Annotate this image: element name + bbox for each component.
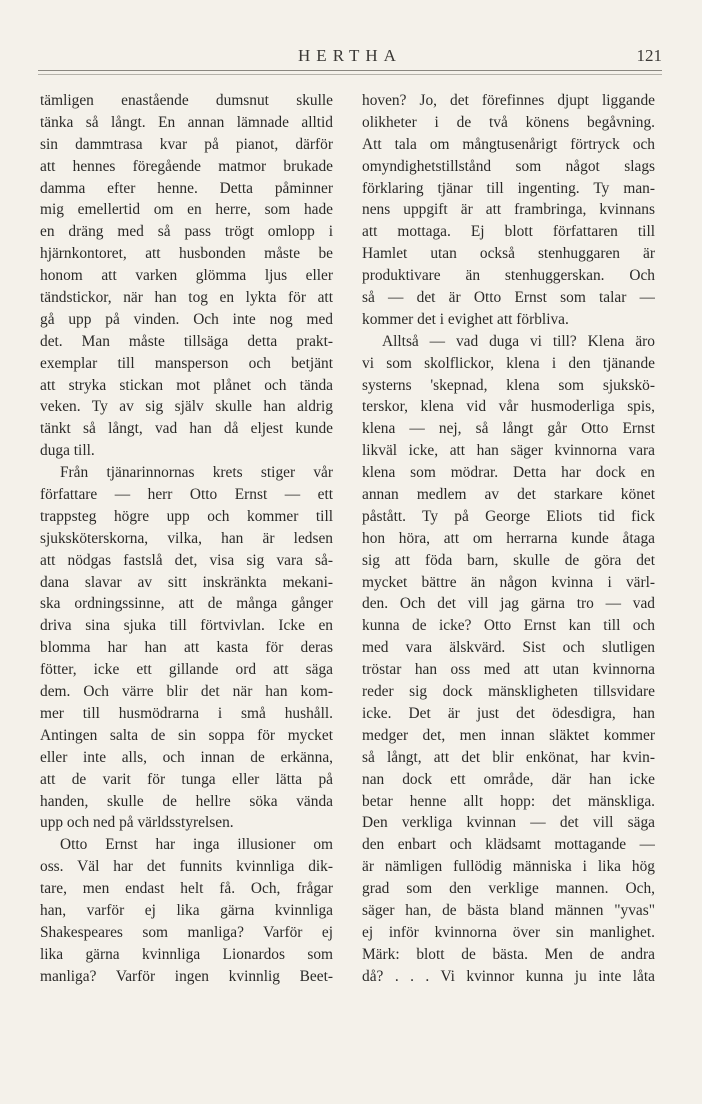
text-line: fötter, icke ett gillande ord att säga	[40, 661, 333, 679]
text-line: nan dock ett område, där han icke	[362, 770, 655, 788]
text-line: författare — herr Otto Ernst — ett	[40, 486, 333, 504]
text-line: en dräng med så pass trögt omlopp i	[40, 223, 333, 241]
text-line: påstått. Ty på George Eliots tid fick	[362, 507, 655, 525]
text-line: Shakespeares som manliga? Varför ej	[40, 923, 333, 941]
text-line: mycket bättre än någon kvinna i värl-	[362, 573, 655, 591]
text-line: produktivare än stenhuggerskan. Och	[362, 267, 655, 285]
text-line: att stryka stickan mot plånet och tända	[40, 376, 333, 394]
text-line: han, varför ej lika gärna kvinnliga	[40, 901, 333, 919]
text-line: förklaring tjänar till ingenting. Ty man-	[362, 179, 655, 197]
text-line: då? . . . Vi kvinnor kunna ju inte låta	[362, 967, 655, 985]
page-number: 121	[636, 46, 662, 65]
text-line: hon höra, att om herrarna kunde åtaga	[362, 529, 655, 547]
text-line: tämligen enastående dumsnut skulle	[40, 92, 333, 109]
text-line: dem. Och värre blir det när han kom-	[40, 683, 333, 701]
text-line: medger det, men innan släktet kommer	[362, 726, 655, 744]
text-line: dana slavar av sitt inskränkta mekani-	[40, 573, 333, 591]
text-line: tänkt så långt, vad han då eljest kunde	[40, 420, 333, 438]
text-line: Hamlet utan också stenhuggaren är	[362, 245, 655, 263]
text-line: så — det är Otto Ernst som talar —	[362, 289, 655, 307]
text-line: driva sina sjuka till förtvivlan. Icke en	[40, 617, 333, 635]
text-line: klena — nej, så långt går Otto Ernst	[362, 420, 655, 438]
header-rule	[38, 70, 662, 71]
text-line: ej inför kvinnorna över sin manlighet.	[362, 923, 655, 941]
text-line: säger han, de bästa bland männen "yvas"	[362, 901, 655, 919]
text-line: mig emellertid om en herre, som hade	[40, 201, 333, 219]
text-line: är nämligen fullödig människa i lika hög	[362, 858, 655, 876]
text-line: grad som den verklige mannen. Och,	[362, 880, 655, 898]
text-line: manliga? Varför ingen kvinnlig Beet-	[40, 967, 333, 985]
text-line: det. Man måste tillsäga detta prakt-	[40, 332, 333, 350]
text-line: den. Och det vill jag gärna tro — vad	[362, 595, 655, 613]
text-line: klena som mödrar. Detta har dock en	[362, 464, 655, 482]
text-line: icke. Det är just det ödesdigra, han	[362, 704, 655, 722]
text-line: Från tjänarinnornas krets stiger vår	[60, 464, 333, 482]
text-line: betar henne allt hopp: det mänskliga.	[362, 792, 655, 810]
text-line: omyndighetstillstånd som något slags	[362, 157, 655, 175]
right-text-column	[362, 90, 655, 988]
header-rule-secondary	[38, 74, 662, 75]
text-line: tröstar han oss med att utan kvinnorna	[362, 661, 655, 679]
text-line: Den verkliga kvinnan — det vill säga	[362, 814, 655, 832]
text-line: tändstickor, när han tog en lykta för att	[40, 289, 333, 307]
text-line: att mottaga. Ej blott författaren till	[362, 223, 655, 241]
text-line: sjuksköterskorna, vilka, han är ledsen	[40, 529, 333, 547]
text-line: tare, men endast helt få. Och, frågar	[40, 880, 333, 898]
text-line: terskor, klena vid vår husmoderliga spis,	[362, 398, 655, 416]
left-text-column	[40, 90, 333, 988]
text-line: likväl icke, att han säger kvinnorna vara	[362, 442, 655, 460]
text-line: handen, skulle de hellre söka vända	[40, 792, 333, 810]
text-line: annan medlem av det starkare könet	[362, 486, 655, 504]
text-line: Otto Ernst har inga illusioner om	[60, 836, 333, 854]
text-line: att nödgas fastslå det, visa sig vara så-	[40, 551, 333, 569]
text-line: med vara älskvärd. Sist och slutligen	[362, 639, 655, 657]
text-line: reder sig dock mänskligheten tillsvidare	[362, 683, 655, 701]
text-line: Alltså — vad duga vi till? Klena äro	[382, 332, 655, 350]
text-line: vi som skolflickor, klena i den tjänande	[362, 354, 655, 372]
text-line: oss. Väl har det funnits kvinnliga dik-	[40, 858, 333, 876]
text-line: hjärnkontoret, att husbonden måste be	[40, 245, 333, 263]
text-line: så långt, att det blir enkönat, har kvin-	[362, 748, 655, 766]
text-line: sig att föda barn, skulle de göra det	[362, 551, 655, 569]
text-line: kunna de icke? Otto Ernst kan till och	[362, 617, 655, 635]
text-line: hoven? Jo, det förefinnes djupt liggande	[362, 92, 655, 109]
text-line: gå upp på vinden. Och inte nog med	[40, 310, 333, 328]
text-line: Antingen salta de sin soppa för mycket	[40, 726, 333, 744]
text-line: upp och ned på världsstyrelsen.	[40, 814, 234, 832]
text-line: veken. Ty av sig själv skulle han aldrig	[40, 398, 333, 416]
text-line: eller inte alls, och innan de erkänna,	[40, 748, 333, 766]
text-line: kommer det i evighet att förbliva.	[362, 310, 569, 328]
text-line: tänka så långt. En annan lämnade alltid	[40, 113, 333, 131]
text-line: att de varit för tunga eller lätta på	[40, 770, 333, 788]
page-header	[38, 46, 662, 70]
text-line: honom att varken glömma ljus eller	[40, 267, 333, 285]
text-line: ska ordningssinne, att de många gånger	[40, 595, 333, 613]
text-line: exemplar till mansperson och betjänt	[40, 354, 333, 372]
text-line: duga till.	[40, 442, 95, 460]
text-line: olikheter i de två könens begåvning.	[362, 113, 655, 131]
text-line: mer till husmödrarna i små hushåll.	[40, 704, 333, 722]
text-line: den enbart och klädsamt mottagande —	[362, 836, 655, 854]
text-line: systerns 'skepnad, klena som sjukskö-	[362, 376, 655, 394]
text-line: att hennes föregående matmor brukade	[40, 157, 333, 175]
text-line: trappsteg högre upp och kommer till	[40, 507, 333, 525]
running-title: HERTHA	[298, 46, 402, 65]
text-line: damma efter henne. Detta påminner	[40, 179, 333, 197]
text-line: blomma har han att kasta för deras	[40, 639, 333, 657]
text-line: sin dammtrasa kvar på pianot, därför	[40, 135, 333, 153]
text-line: nens uppgift är att frambringa, kvinnans	[362, 201, 655, 219]
text-line: Att tala om mångtusenårigt förtryck och	[362, 135, 655, 153]
text-line: lika gärna kvinnliga Lionardos som	[40, 945, 333, 963]
text-line: Märk: blott de bästa. Men de andra	[362, 945, 655, 963]
